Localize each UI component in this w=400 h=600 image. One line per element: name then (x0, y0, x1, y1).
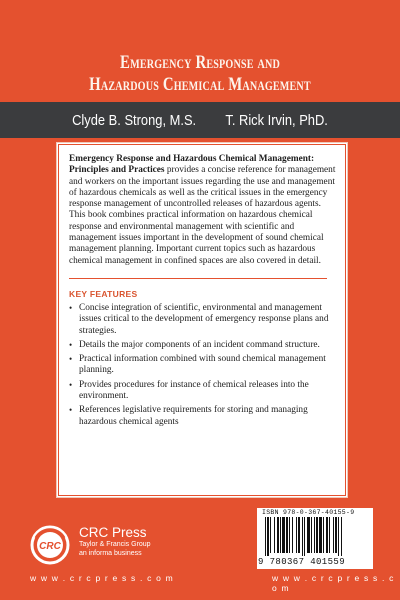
key-feature-text: Concise integration of scientific, environmental and management issues critical to the development of emergency response plans and strategies. (79, 302, 329, 336)
barcode-digits: 9 780367 401559 (258, 557, 346, 567)
bullet-icon: • (69, 354, 73, 365)
description-bold-title: Emergency Response and Hazardous Chemical Management: Principles and Practices (69, 154, 315, 176)
book-title-line-2: Hazardous Chemical Management (89, 74, 311, 95)
key-feature-text: References legislative requirements for storing and managing hazardous chemical agents (79, 405, 308, 427)
publisher-url-left: w w w . c r c p r e s s . c o m (30, 573, 174, 583)
bullet-icon: • (69, 405, 73, 416)
description-body: provides a concise reference for management and workers on the important issues regarding the use and management of hazardous chemicals as well as the critical issues in the emergency response management of uncontrolled releases of hazardous agents. This book combines practical information on hazardous chemical response and environmental management with scientific and management issues important in the development of sound chemical management planning. Important current topics such as hazardous chemical management in confined spaces are also covered in detail. (69, 165, 336, 266)
book-description (69, 154, 336, 267)
key-features-list (69, 303, 336, 428)
publisher-tagline: an informa business (79, 550, 142, 557)
barcode-icon (265, 517, 369, 556)
crc-press-logo-icon (30, 525, 70, 565)
key-feature-text: Details the major components of an incident command structure. (79, 339, 320, 350)
key-feature-item (69, 354, 336, 377)
isbn-label: ISBN 978-0-367-40155-9 (262, 509, 355, 516)
bullet-icon: • (69, 379, 73, 390)
author-1: Clyde B. Strong, M.S. (72, 112, 197, 129)
bullet-icon: • (69, 339, 73, 350)
book-title-line-1: Emergency Response and (120, 52, 280, 73)
bullet-icon: • (69, 302, 73, 313)
key-feature-item (69, 405, 336, 428)
description-panel-content (58, 144, 346, 496)
publisher-name: CRC Press (79, 525, 147, 540)
divider-rule (69, 278, 327, 279)
authors (28, 106, 372, 136)
publisher-url-right: w w w . c r c p r e s s . c o m (272, 573, 395, 593)
key-features-heading: KEY FEATURES (69, 288, 138, 299)
key-feature-text: Practical information combined with sound chemical management planning. (79, 354, 326, 376)
key-feature-text: Provides procedures for instance of chemical releases into the environment. (79, 379, 309, 402)
publisher-group: Taylor & Francis Group (79, 541, 151, 548)
logo-text: CRC (39, 541, 61, 552)
key-feature-item (69, 380, 336, 403)
key-feature-item (69, 303, 336, 337)
author-2: T. Rick Irvin, PhD. (225, 112, 328, 129)
publisher-block (79, 525, 151, 558)
key-feature-item (69, 340, 336, 351)
